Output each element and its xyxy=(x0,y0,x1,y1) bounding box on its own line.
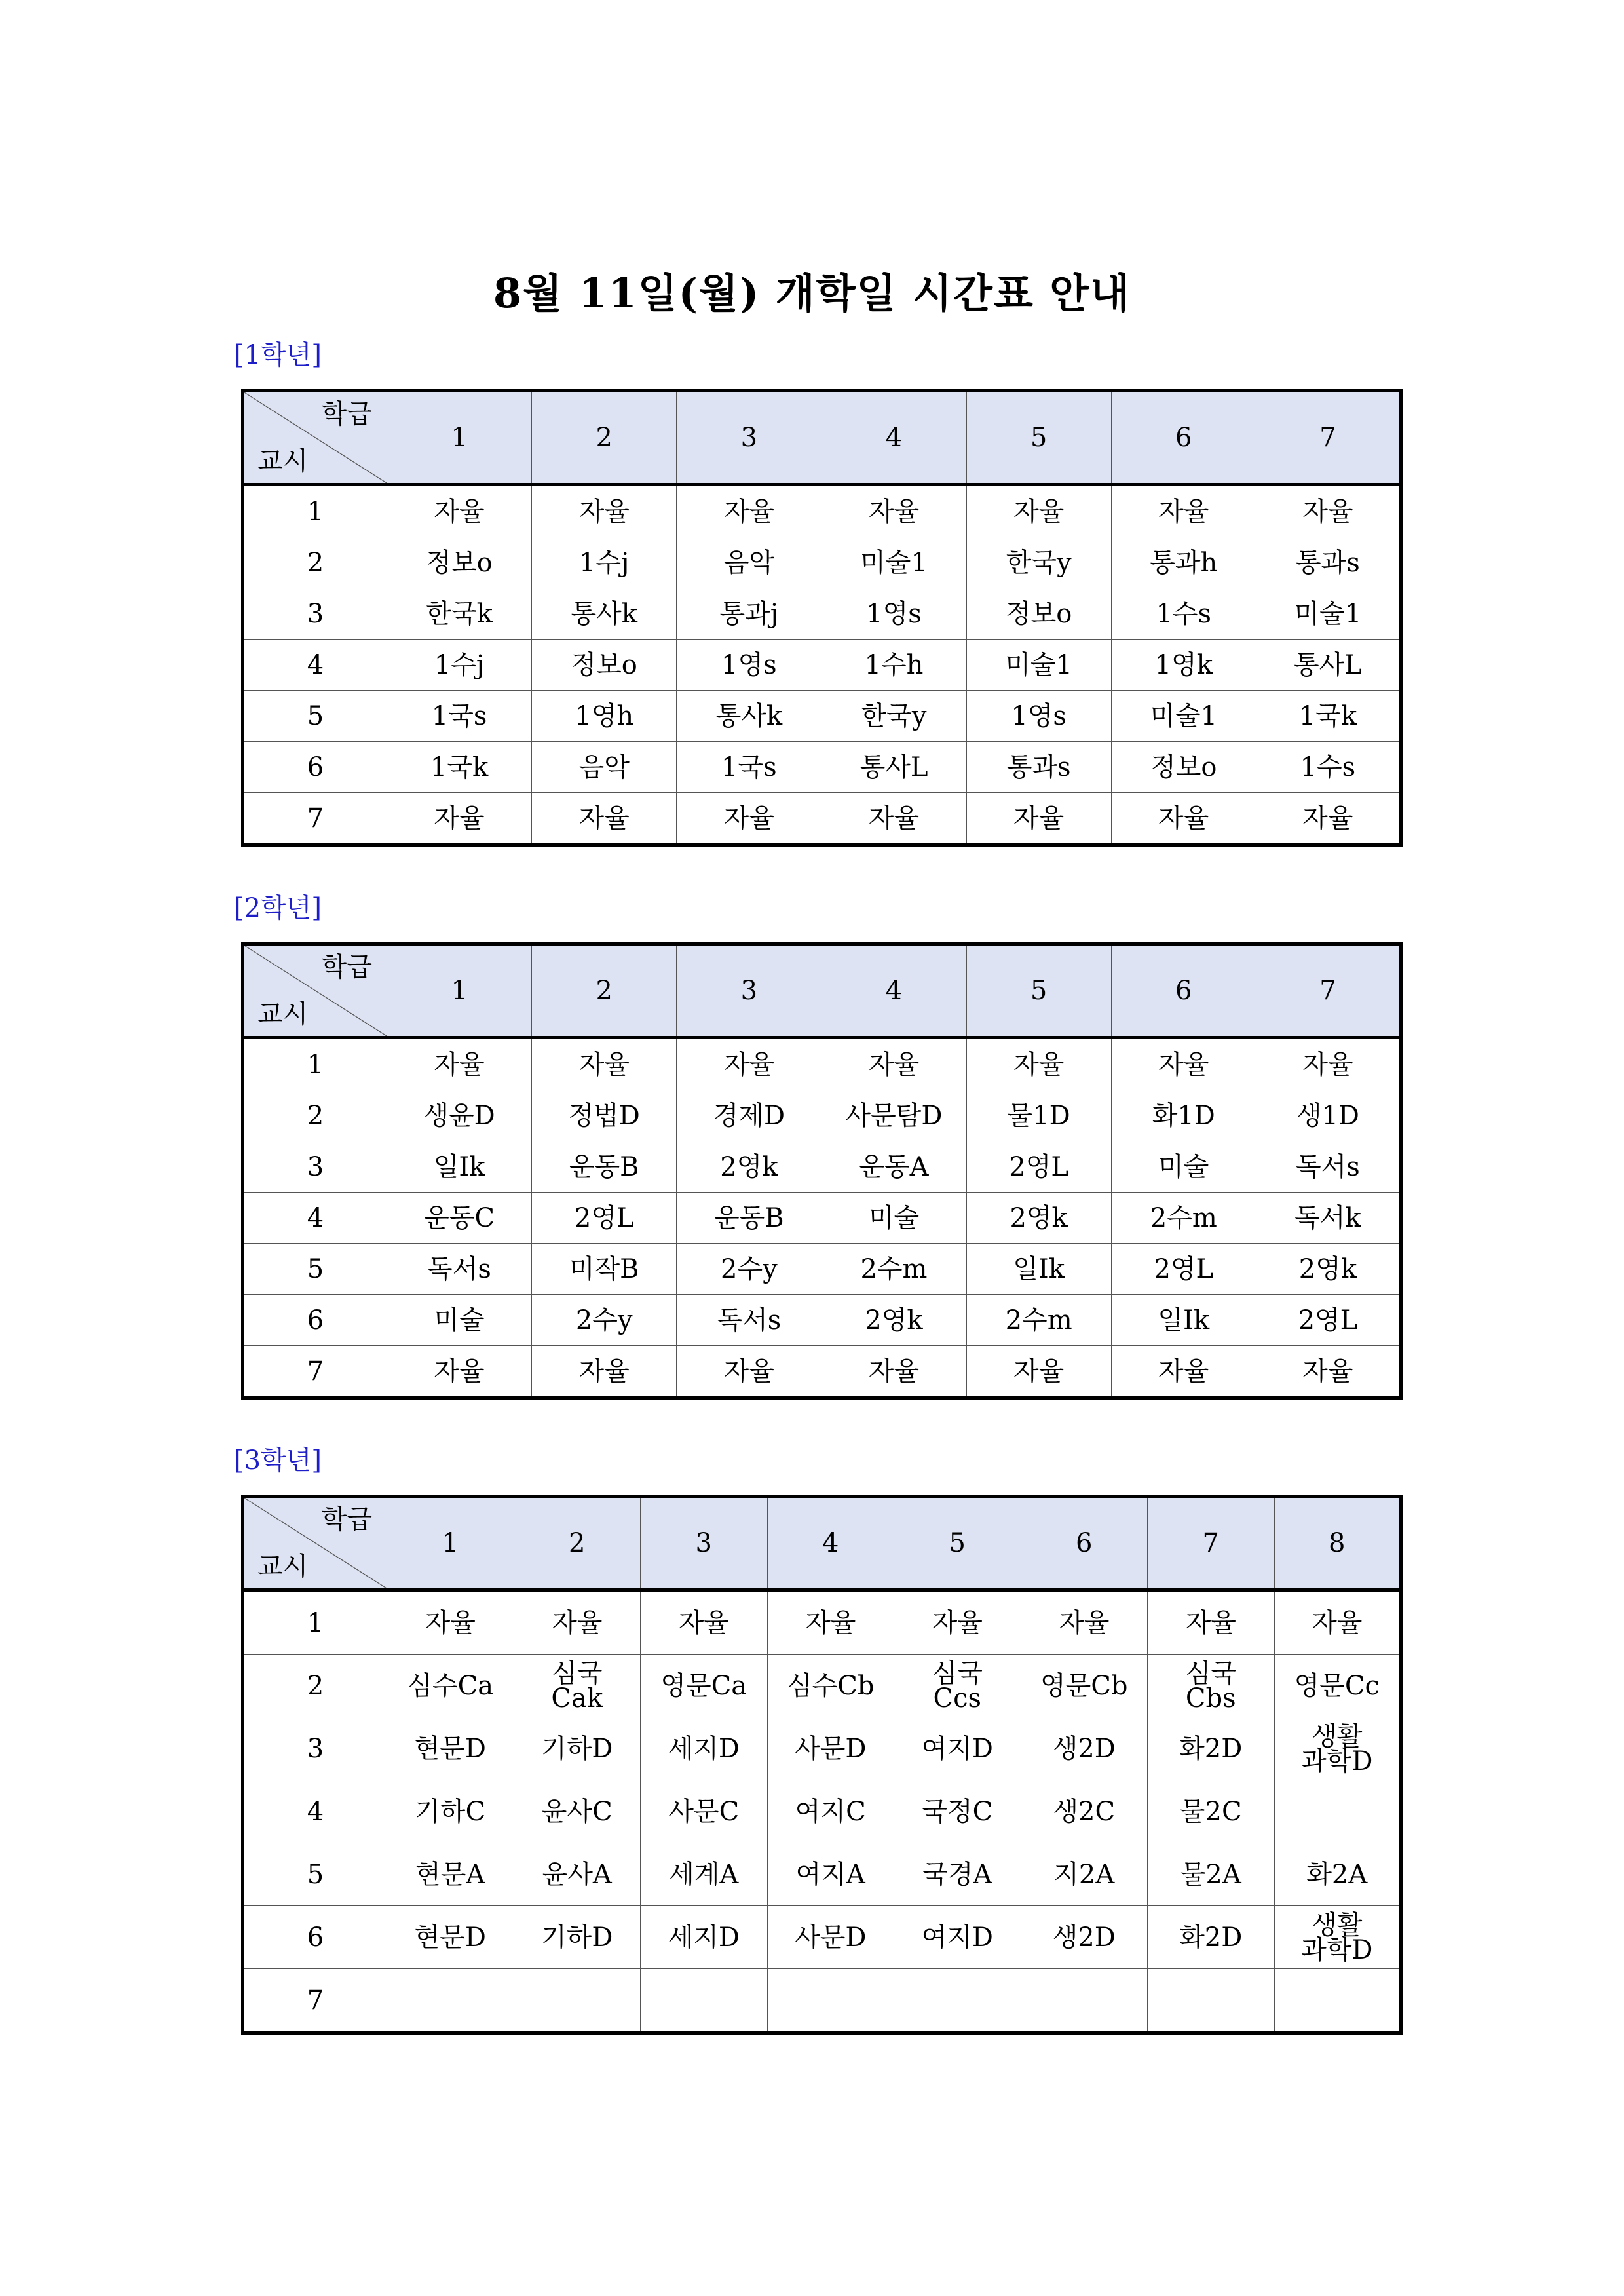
period-row xyxy=(243,1141,1401,1193)
class-header: 3 xyxy=(677,391,821,485)
subject-cell: 화2D xyxy=(1148,1906,1275,1969)
subject-cell: 영문Cc xyxy=(1274,1655,1401,1717)
subject-cell: 자율 xyxy=(677,1346,821,1398)
period-row xyxy=(243,1843,1401,1906)
subject-cell: 미술1 xyxy=(966,640,1111,691)
period-row xyxy=(243,1090,1401,1141)
corner-period-label: 교시 xyxy=(257,446,309,476)
class-header: 5 xyxy=(894,1497,1021,1590)
subject-cell: 독서k xyxy=(1256,1193,1401,1244)
subject-cell: 미작B xyxy=(532,1244,677,1295)
subject-cell: 사문D xyxy=(767,1906,894,1969)
subject-cell: 생1D xyxy=(1256,1090,1401,1141)
period-row xyxy=(243,1655,1401,1717)
subject-cell: 미술1 xyxy=(1111,691,1256,742)
period-cell: 6 xyxy=(243,1906,387,1969)
subject-cell: 통사L xyxy=(821,742,966,793)
subject-cell: 자율 xyxy=(677,485,821,537)
subject-cell: 기하C xyxy=(387,1780,514,1843)
subject-cell: 생2C xyxy=(1021,1780,1148,1843)
subject-cell: 물2C xyxy=(1148,1780,1275,1843)
subject-cell: 생활 과학D xyxy=(1274,1717,1401,1780)
period-cell: 6 xyxy=(243,1295,387,1346)
subject-cell: 2영L xyxy=(966,1141,1111,1193)
subject-cell: 생2D xyxy=(1021,1906,1148,1969)
subject-cell: 자율 xyxy=(532,793,677,845)
subject-cell: 자율 xyxy=(966,485,1111,537)
subject-cell xyxy=(387,1969,514,2033)
subject-cell: 미술1 xyxy=(821,537,966,588)
subject-cell: 2영L xyxy=(532,1193,677,1244)
subject-cell: 국경A xyxy=(894,1843,1021,1906)
subject-cell: 자율 xyxy=(1256,1346,1401,1398)
subject-cell xyxy=(641,1969,768,2033)
subject-cell: 자율 xyxy=(821,1038,966,1090)
subject-cell: 자율 xyxy=(1111,1038,1256,1090)
subject-cell: 1영s xyxy=(821,588,966,640)
subject-cell xyxy=(1274,1780,1401,1843)
subject-cell: 음악 xyxy=(677,537,821,588)
subject-cell: 생윤D xyxy=(387,1090,532,1141)
subject-cell: 정보o xyxy=(387,537,532,588)
subject-cell: 심국 Cak xyxy=(514,1655,641,1717)
corner-class-label: 학급 xyxy=(321,1504,372,1535)
class-header: 3 xyxy=(677,944,821,1038)
subject-cell: 경제D xyxy=(677,1090,821,1141)
subject-cell: 음악 xyxy=(532,742,677,793)
class-header: 3 xyxy=(641,1497,768,1590)
subject-cell: 윤사A xyxy=(514,1843,641,1906)
subject-cell: 1수s xyxy=(1111,588,1256,640)
subject-cell: 자율 xyxy=(677,1038,821,1090)
subject-cell: 자율 xyxy=(387,1590,514,1655)
period-cell: 3 xyxy=(243,1141,387,1193)
period-cell: 3 xyxy=(243,1717,387,1780)
corner-class-label: 학급 xyxy=(321,399,372,429)
period-row xyxy=(243,1906,1401,1969)
subject-cell: 자율 xyxy=(532,485,677,537)
period-row xyxy=(243,793,1401,845)
subject-cell: 1영s xyxy=(966,691,1111,742)
subject-cell: 통과s xyxy=(966,742,1111,793)
period-cell: 7 xyxy=(243,1346,387,1398)
grade-3-timetable xyxy=(241,1495,1403,2035)
class-header: 5 xyxy=(966,944,1111,1038)
class-header: 8 xyxy=(1274,1497,1401,1590)
subject-cell: 자율 xyxy=(821,1346,966,1398)
subject-cell: 자율 xyxy=(1148,1590,1275,1655)
subject-cell: 화2D xyxy=(1148,1717,1275,1780)
subject-cell: 1국s xyxy=(677,742,821,793)
period-row xyxy=(243,640,1401,691)
class-header: 1 xyxy=(387,1497,514,1590)
subject-cell xyxy=(514,1969,641,2033)
subject-cell: 영문Ca xyxy=(641,1655,768,1717)
subject-cell: 자율 xyxy=(641,1590,768,1655)
subject-cell: 미술 xyxy=(1111,1141,1256,1193)
period-row xyxy=(243,537,1401,588)
subject-cell: 심국 Cbs xyxy=(1148,1655,1275,1717)
class-header: 2 xyxy=(514,1497,641,1590)
subject-cell: 1수j xyxy=(387,640,532,691)
subject-cell: 한국k xyxy=(387,588,532,640)
subject-cell: 화1D xyxy=(1111,1090,1256,1141)
subject-cell: 자율 xyxy=(1021,1590,1148,1655)
subject-cell: 미술1 xyxy=(1256,588,1401,640)
subject-cell: 세지D xyxy=(641,1717,768,1780)
subject-cell: 통사k xyxy=(532,588,677,640)
class-header: 7 xyxy=(1148,1497,1275,1590)
subject-cell: 자율 xyxy=(1256,1038,1401,1090)
class-header: 1 xyxy=(387,944,532,1038)
period-cell: 5 xyxy=(243,1843,387,1906)
subject-cell: 2수y xyxy=(677,1244,821,1295)
class-header: 2 xyxy=(532,391,677,485)
subject-cell: 자율 xyxy=(1256,793,1401,845)
corner-cell xyxy=(243,391,387,485)
subject-cell xyxy=(1274,1969,1401,2033)
subject-cell: 독서s xyxy=(677,1295,821,1346)
grade-1-timetable xyxy=(241,389,1403,847)
period-row xyxy=(243,1244,1401,1295)
subject-cell: 기하D xyxy=(514,1906,641,1969)
subject-cell: 2영L xyxy=(1111,1244,1256,1295)
subject-cell: 세지D xyxy=(641,1906,768,1969)
subject-cell: 정법D xyxy=(532,1090,677,1141)
period-cell: 4 xyxy=(243,1193,387,1244)
subject-cell: 기하D xyxy=(514,1717,641,1780)
subject-cell: 정보o xyxy=(1111,742,1256,793)
subject-cell: 운동A xyxy=(821,1141,966,1193)
period-row xyxy=(243,1038,1401,1090)
period-row xyxy=(243,1969,1401,2033)
subject-cell: 심수Cb xyxy=(767,1655,894,1717)
subject-cell: 자율 xyxy=(821,485,966,537)
grade-2-timetable xyxy=(241,942,1403,1400)
period-row xyxy=(243,1590,1401,1655)
subject-cell: 통과h xyxy=(1111,537,1256,588)
subject-cell: 일Ik xyxy=(1111,1295,1256,1346)
subject-cell: 여지C xyxy=(767,1780,894,1843)
subject-cell: 자율 xyxy=(387,1038,532,1090)
period-row xyxy=(243,1780,1401,1843)
class-header: 4 xyxy=(767,1497,894,1590)
subject-cell: 운동B xyxy=(532,1141,677,1193)
class-header: 5 xyxy=(966,391,1111,485)
class-header: 6 xyxy=(1111,391,1256,485)
subject-cell: 자율 xyxy=(677,793,821,845)
period-row xyxy=(243,588,1401,640)
period-row xyxy=(243,1346,1401,1398)
period-cell: 4 xyxy=(243,640,387,691)
subject-cell: 영문Cb xyxy=(1021,1655,1148,1717)
subject-cell xyxy=(767,1969,894,2033)
subject-cell: 자율 xyxy=(387,1346,532,1398)
grade-1-label: [1학년] xyxy=(234,340,322,370)
subject-cell: 1영h xyxy=(532,691,677,742)
subject-cell: 자율 xyxy=(767,1590,894,1655)
subject-cell xyxy=(894,1969,1021,2033)
period-cell: 1 xyxy=(243,1038,387,1090)
subject-cell: 한국y xyxy=(966,537,1111,588)
subject-cell: 통과s xyxy=(1256,537,1401,588)
period-row xyxy=(243,1717,1401,1780)
subject-cell: 통과j xyxy=(677,588,821,640)
subject-cell: 운동B xyxy=(677,1193,821,1244)
subject-cell: 생2D xyxy=(1021,1717,1148,1780)
subject-cell: 자율 xyxy=(532,1346,677,1398)
subject-cell: 운동C xyxy=(387,1193,532,1244)
period-cell: 3 xyxy=(243,588,387,640)
subject-cell: 심국 Ccs xyxy=(894,1655,1021,1717)
subject-cell: 미술 xyxy=(821,1193,966,1244)
subject-cell: 2영k xyxy=(821,1295,966,1346)
subject-cell: 자율 xyxy=(966,1346,1111,1398)
subject-cell: 1국k xyxy=(387,742,532,793)
subject-cell: 2수m xyxy=(821,1244,966,1295)
subject-cell: 현문D xyxy=(387,1717,514,1780)
subject-cell: 물2A xyxy=(1148,1843,1275,1906)
subject-cell: 여지D xyxy=(894,1717,1021,1780)
subject-cell: 자율 xyxy=(514,1590,641,1655)
subject-cell: 2수m xyxy=(1111,1193,1256,1244)
period-cell: 1 xyxy=(243,1590,387,1655)
class-header: 6 xyxy=(1021,1497,1148,1590)
grade-2-label: [2학년] xyxy=(234,893,322,923)
subject-cell: 자율 xyxy=(1274,1590,1401,1655)
period-cell: 4 xyxy=(243,1780,387,1843)
subject-cell: 화2A xyxy=(1274,1843,1401,1906)
subject-cell: 1수j xyxy=(532,537,677,588)
subject-cell: 자율 xyxy=(1256,485,1401,537)
subject-cell: 자율 xyxy=(387,485,532,537)
subject-cell: 1국k xyxy=(1256,691,1401,742)
subject-cell: 심수Ca xyxy=(387,1655,514,1717)
subject-cell xyxy=(1148,1969,1275,2033)
subject-cell: 2수y xyxy=(532,1295,677,1346)
subject-cell: 1영k xyxy=(1111,640,1256,691)
subject-cell: 자율 xyxy=(966,1038,1111,1090)
class-header: 4 xyxy=(821,391,966,485)
subject-cell: 자율 xyxy=(1111,485,1256,537)
subject-cell: 통사L xyxy=(1256,640,1401,691)
subject-cell: 생활 과학D xyxy=(1274,1906,1401,1969)
header-row xyxy=(243,1497,1401,1590)
header-row xyxy=(243,944,1401,1038)
subject-cell: 자율 xyxy=(387,793,532,845)
subject-cell: 정보o xyxy=(532,640,677,691)
subject-cell: 자율 xyxy=(532,1038,677,1090)
subject-cell: 1수h xyxy=(821,640,966,691)
subject-cell: 일Ik xyxy=(966,1244,1111,1295)
subject-cell: 자율 xyxy=(821,793,966,845)
period-row xyxy=(243,1295,1401,1346)
class-header: 2 xyxy=(532,944,677,1038)
period-cell: 2 xyxy=(243,1655,387,1717)
subject-cell: 세계A xyxy=(641,1843,768,1906)
subject-cell: 미술 xyxy=(387,1295,532,1346)
subject-cell: 한국y xyxy=(821,691,966,742)
subject-cell: 정보o xyxy=(966,588,1111,640)
period-cell: 5 xyxy=(243,1244,387,1295)
subject-cell: 1국s xyxy=(387,691,532,742)
subject-cell: 자율 xyxy=(1111,1346,1256,1398)
subject-cell: 여지D xyxy=(894,1906,1021,1969)
period-cell: 7 xyxy=(243,1969,387,2033)
corner-cell xyxy=(243,1497,387,1590)
period-cell: 1 xyxy=(243,485,387,537)
class-header: 4 xyxy=(821,944,966,1038)
period-cell: 2 xyxy=(243,537,387,588)
class-header: 1 xyxy=(387,391,532,485)
corner-period-label: 교시 xyxy=(257,1552,309,1582)
class-header: 6 xyxy=(1111,944,1256,1038)
subject-cell: 독서s xyxy=(387,1244,532,1295)
subject-cell: 2영L xyxy=(1256,1295,1401,1346)
subject-cell: 자율 xyxy=(1111,793,1256,845)
subject-cell: 사문탐D xyxy=(821,1090,966,1141)
period-cell: 5 xyxy=(243,691,387,742)
corner-class-label: 학급 xyxy=(321,952,372,982)
subject-cell: 1수s xyxy=(1256,742,1401,793)
header-row xyxy=(243,391,1401,485)
subject-cell: 자율 xyxy=(966,793,1111,845)
subject-cell: 현문A xyxy=(387,1843,514,1906)
period-cell: 6 xyxy=(243,742,387,793)
subject-cell: 2영k xyxy=(966,1193,1111,1244)
period-cell: 7 xyxy=(243,793,387,845)
class-header: 7 xyxy=(1256,391,1401,485)
period-row xyxy=(243,485,1401,537)
subject-cell: 현문D xyxy=(387,1906,514,1969)
corner-period-label: 교시 xyxy=(257,999,309,1029)
corner-cell xyxy=(243,944,387,1038)
subject-cell: 통사k xyxy=(677,691,821,742)
subject-cell xyxy=(1021,1969,1148,2033)
period-cell: 2 xyxy=(243,1090,387,1141)
subject-cell: 2영k xyxy=(677,1141,821,1193)
page-title: 8월 11일(월) 개학일 시간표 안내 xyxy=(493,269,1131,317)
subject-cell: 물1D xyxy=(966,1090,1111,1141)
subject-cell: 지2A xyxy=(1021,1843,1148,1906)
grade-3-label: [3학년] xyxy=(234,1445,322,1476)
period-row xyxy=(243,691,1401,742)
subject-cell: 국정C xyxy=(894,1780,1021,1843)
period-row xyxy=(243,1193,1401,1244)
subject-cell: 자율 xyxy=(894,1590,1021,1655)
subject-cell: 일Ik xyxy=(387,1141,532,1193)
subject-cell: 사문C xyxy=(641,1780,768,1843)
subject-cell: 윤사C xyxy=(514,1780,641,1843)
subject-cell: 2영k xyxy=(1256,1244,1401,1295)
period-row xyxy=(243,742,1401,793)
subject-cell: 2수m xyxy=(966,1295,1111,1346)
subject-cell: 독서s xyxy=(1256,1141,1401,1193)
class-header: 7 xyxy=(1256,944,1401,1038)
subject-cell: 사문D xyxy=(767,1717,894,1780)
subject-cell: 여지A xyxy=(767,1843,894,1906)
subject-cell: 1영s xyxy=(677,640,821,691)
